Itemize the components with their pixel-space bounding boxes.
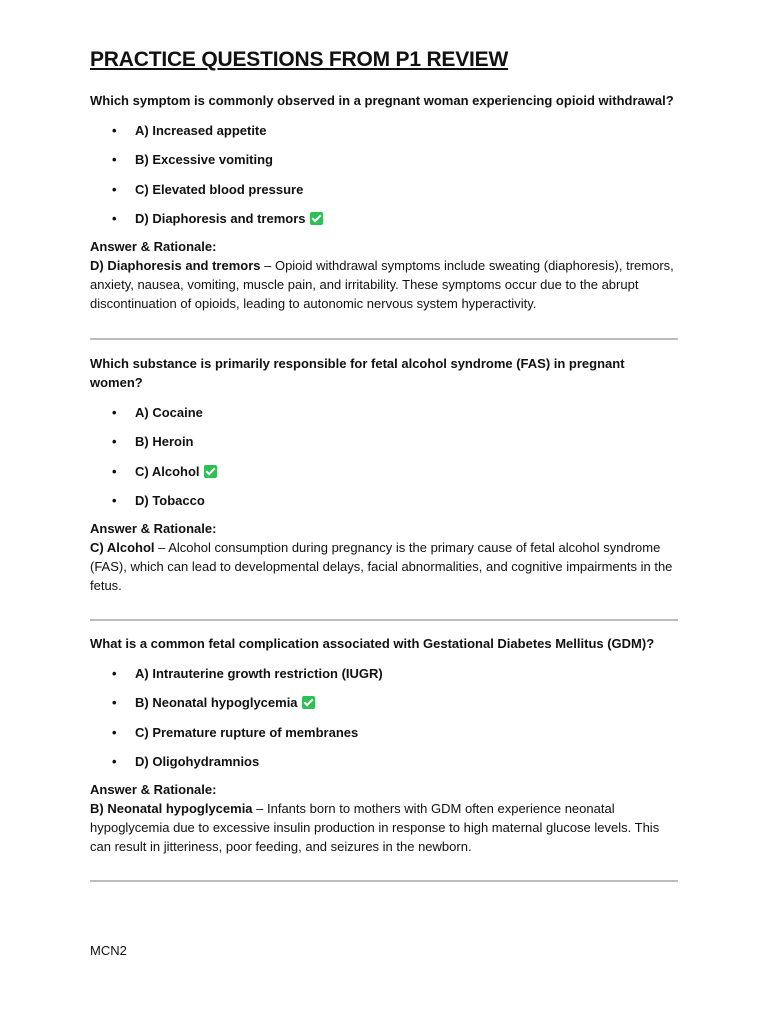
answer-heading: Answer & Rationale: bbox=[90, 521, 217, 536]
bullet: • bbox=[112, 754, 117, 769]
divider bbox=[90, 619, 678, 621]
bullet: • bbox=[112, 122, 117, 138]
option-label: A) Cocaine bbox=[135, 404, 203, 420]
bullet: • bbox=[112, 463, 117, 479]
option-d bbox=[90, 753, 680, 771]
rationale-body: – Alcohol consumption during pregnancy is the primary cause of fetal alcohol syndrome (FAS), which can lead to developmental delays, facial abnormalities, and cognitive impairments in the fetus. bbox=[90, 540, 673, 593]
option-d bbox=[90, 210, 680, 228]
rationale-text bbox=[90, 538, 680, 595]
divider bbox=[90, 338, 678, 340]
bullet: • bbox=[112, 724, 117, 740]
options-list bbox=[90, 665, 680, 772]
question-text: Which symptom is commonly observed in a pregnant woman experiencing opioid withdrawal? bbox=[90, 93, 674, 108]
bullet: • bbox=[112, 695, 117, 710]
bullet: • bbox=[112, 493, 117, 508]
option-label: A) Intrauterine growth restriction (IUGR) bbox=[135, 665, 383, 681]
option-d bbox=[90, 492, 680, 510]
option-c bbox=[90, 463, 680, 481]
option-b bbox=[90, 433, 680, 451]
question-text: What is a common fetal complication associated with Gestational Diabetes Mellitus (GDM)? bbox=[90, 636, 655, 651]
rationale-text bbox=[90, 799, 680, 856]
option-a bbox=[90, 665, 680, 683]
option-label: D) Oligohydramnios bbox=[135, 754, 260, 769]
option-label: C) Alcohol bbox=[135, 463, 200, 479]
answer-label: C) Alcohol bbox=[90, 540, 155, 555]
question-block-1 bbox=[90, 91, 680, 313]
check-mark-icon bbox=[310, 212, 323, 225]
option-c bbox=[90, 181, 680, 199]
answer-label: D) Diaphoresis and tremors bbox=[90, 258, 261, 273]
option-label: D) Tobacco bbox=[135, 493, 205, 508]
answer-label: B) Neonatal hypoglycemia bbox=[90, 801, 253, 816]
option-a bbox=[90, 404, 680, 422]
bullet: • bbox=[112, 181, 117, 197]
option-label: C) Elevated blood pressure bbox=[135, 181, 304, 197]
footer-label: MCN2 bbox=[90, 943, 127, 958]
question-block-3 bbox=[90, 634, 680, 856]
answer-heading: Answer & Rationale: bbox=[90, 239, 217, 254]
option-label: D) Diaphoresis and tremors bbox=[135, 211, 306, 226]
option-c bbox=[90, 724, 680, 742]
bullet: • bbox=[112, 434, 117, 449]
divider bbox=[90, 880, 678, 882]
bullet: • bbox=[112, 211, 117, 226]
question-text: Which substance is primarily responsible for fetal alcohol syndrome (FAS) in pregnant women? bbox=[90, 356, 625, 390]
option-b bbox=[90, 694, 680, 712]
option-label: B) Neonatal hypoglycemia bbox=[135, 695, 298, 710]
options-list bbox=[90, 404, 680, 511]
option-b bbox=[90, 151, 680, 169]
bullet: • bbox=[112, 665, 117, 681]
options-list bbox=[90, 122, 680, 229]
rationale-body: – Infants born to mothers with GDM often experience neonatal hypoglycemia due to excessive insulin production in response to high maternal glucose levels. This can result in jitteriness, poor feeding, and seizures in the newborn. bbox=[90, 801, 660, 854]
check-mark-icon bbox=[204, 465, 217, 478]
option-label: B) Heroin bbox=[135, 434, 194, 449]
option-label: A) Increased appetite bbox=[135, 122, 267, 138]
bullet: • bbox=[112, 152, 117, 167]
option-label: C) Premature rupture of membranes bbox=[135, 724, 359, 740]
answer-heading: Answer & Rationale: bbox=[90, 782, 217, 797]
question-block-2 bbox=[90, 354, 680, 595]
bullet: • bbox=[112, 404, 117, 420]
option-label: B) Excessive vomiting bbox=[135, 152, 273, 167]
option-a bbox=[90, 122, 680, 140]
page-title: PRACTICE QUESTIONS FROM P1 REVIEW bbox=[90, 48, 509, 71]
rationale-body: – Opioid withdrawal symptoms include sweating (diaphoresis), tremors, anxiety, nausea, vomiting, muscle pain, and irritability. These symptoms occur due to the abrupt discontinuation of opioids, leading to autonomic nervous system hyperactivity. bbox=[90, 258, 674, 311]
rationale-text bbox=[90, 256, 680, 313]
check-mark-icon bbox=[302, 696, 315, 709]
